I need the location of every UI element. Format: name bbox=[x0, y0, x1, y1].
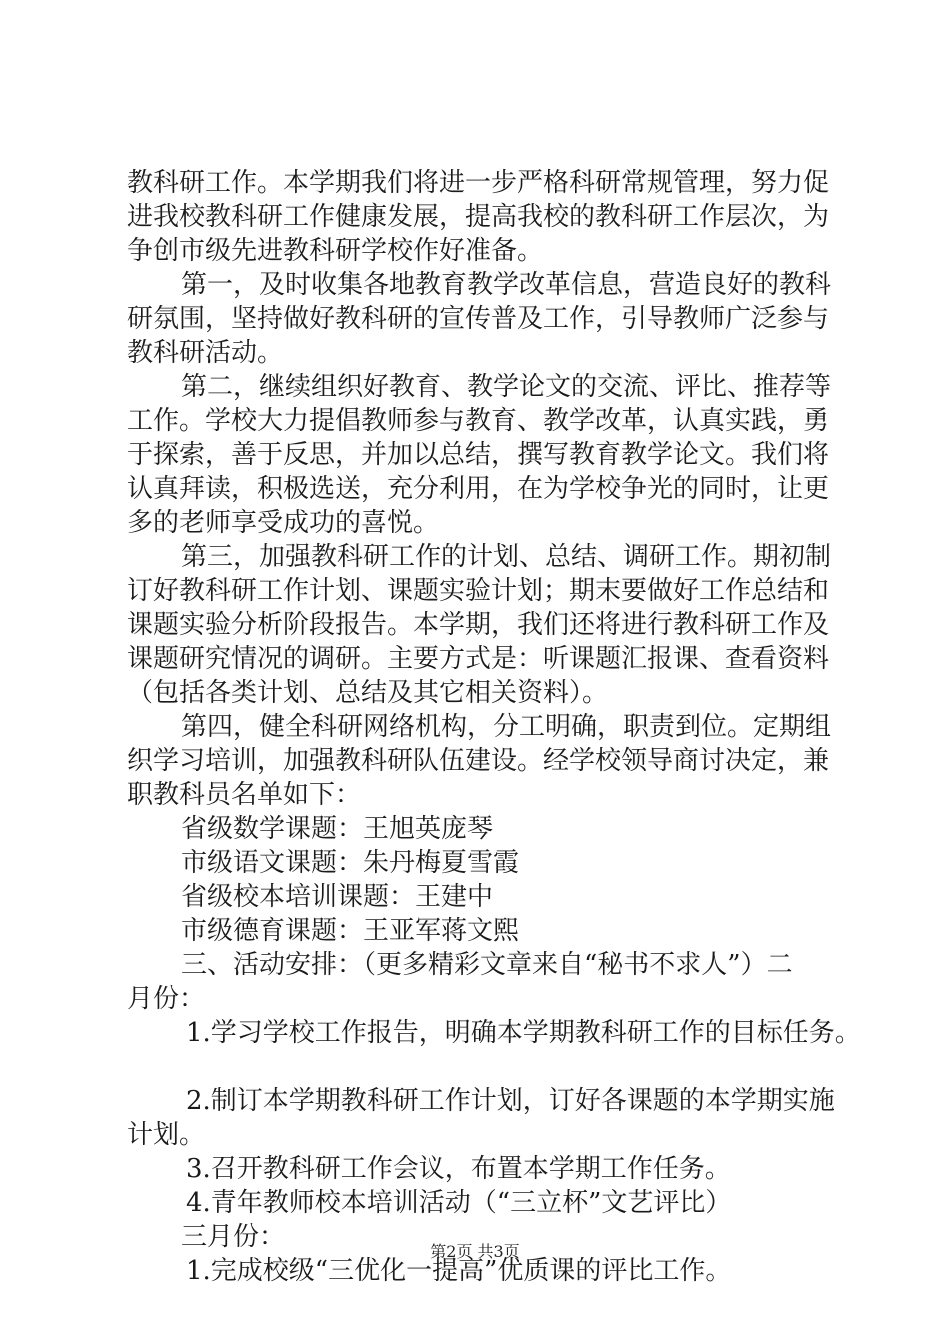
page-number-footer: 第2页 共3页 bbox=[430, 1242, 520, 1261]
blank-line bbox=[127, 1050, 843, 1084]
body-line: 市级语文课题：朱丹梅夏雪霞 bbox=[181, 848, 520, 878]
body-line: 月份： bbox=[127, 984, 206, 1014]
body-line: 计划。 bbox=[127, 1120, 206, 1150]
body-line: 研氛围，坚持做好教科研的宣传普及工作，引导教师广泛参与 bbox=[127, 304, 830, 334]
body-line: 工作。学校大力提倡教师参与教育、教学改革，认真实践，勇 bbox=[127, 406, 830, 436]
body-line: 3.召开教科研工作会议，布置本学期工作任务。 bbox=[186, 1154, 731, 1184]
body-line: 教科研活动。 bbox=[127, 338, 284, 368]
body-line: 4.青年教师校本培训活动（“三立杯”文艺评比） bbox=[186, 1188, 732, 1218]
body-line: 教科研工作。本学期我们将进一步严格科研常规管理，努力促 bbox=[127, 168, 830, 198]
body-line: 三月份： bbox=[181, 1222, 286, 1252]
body-line: 职教科员名单如下： bbox=[127, 780, 362, 810]
document-body bbox=[127, 166, 861, 1288]
body-line: 三、活动安排：（更多精彩文章来自“秘书不求人”）二 bbox=[181, 950, 793, 980]
body-line: 省级校本培训课题：王建中 bbox=[181, 882, 494, 912]
body-line: 争创市级先进教科研学校作好准备。 bbox=[127, 236, 544, 266]
body-line: 课题实验分析阶段报告。本学期，我们还将进行教科研工作及 bbox=[127, 610, 830, 640]
body-line: 织学习培训，加强教科研队伍建设。经学校领导商讨决定，兼 bbox=[127, 746, 830, 776]
body-line: 课题研究情况的调研。主要方式是：听课题汇报课、查看资料 bbox=[127, 644, 830, 674]
body-line: 第三，加强教科研工作的计划、总结、调研工作。期初制 bbox=[181, 542, 832, 572]
body-line: 1.学习学校工作报告，明确本学期教科研工作的目标任务。 bbox=[186, 1018, 861, 1048]
body-line: 进我校教科研工作健康发展，提高我校的教科研工作层次，为 bbox=[127, 202, 830, 232]
body-line: 第一，及时收集各地教育教学改革信息，营造良好的教科 bbox=[181, 270, 832, 300]
body-line: 于探索，善于反思，并加以总结，撰写教育教学论文。我们将 bbox=[127, 440, 830, 470]
body-line: 第二，继续组织好教育、教学论文的交流、评比、推荐等 bbox=[181, 372, 832, 402]
body-line: 订好教科研工作计划、课题实验计划；期末要做好工作总结和 bbox=[127, 576, 830, 606]
body-line: （包括各类计划、总结及其它相关资料）。 bbox=[127, 678, 609, 708]
body-line: 1.完成校级“三优化一提高”优质课的评比工作。 bbox=[186, 1256, 732, 1286]
body-line: 第四，健全科研网络机构，分工明确，职责到位。定期组 bbox=[181, 712, 832, 742]
body-line: 认真拜读，积极选送，充分利用，在为学校争光的同时，让更 bbox=[127, 474, 830, 504]
body-line: 2.制订本学期教科研工作计划，订好各课题的本学期实施 bbox=[186, 1086, 835, 1116]
body-line: 多的老师享受成功的喜悦。 bbox=[127, 508, 440, 538]
body-line: 市级德育课题：王亚军蒋文熙 bbox=[181, 916, 520, 946]
body-line: 省级数学课题：王旭英庞琴 bbox=[181, 814, 494, 844]
